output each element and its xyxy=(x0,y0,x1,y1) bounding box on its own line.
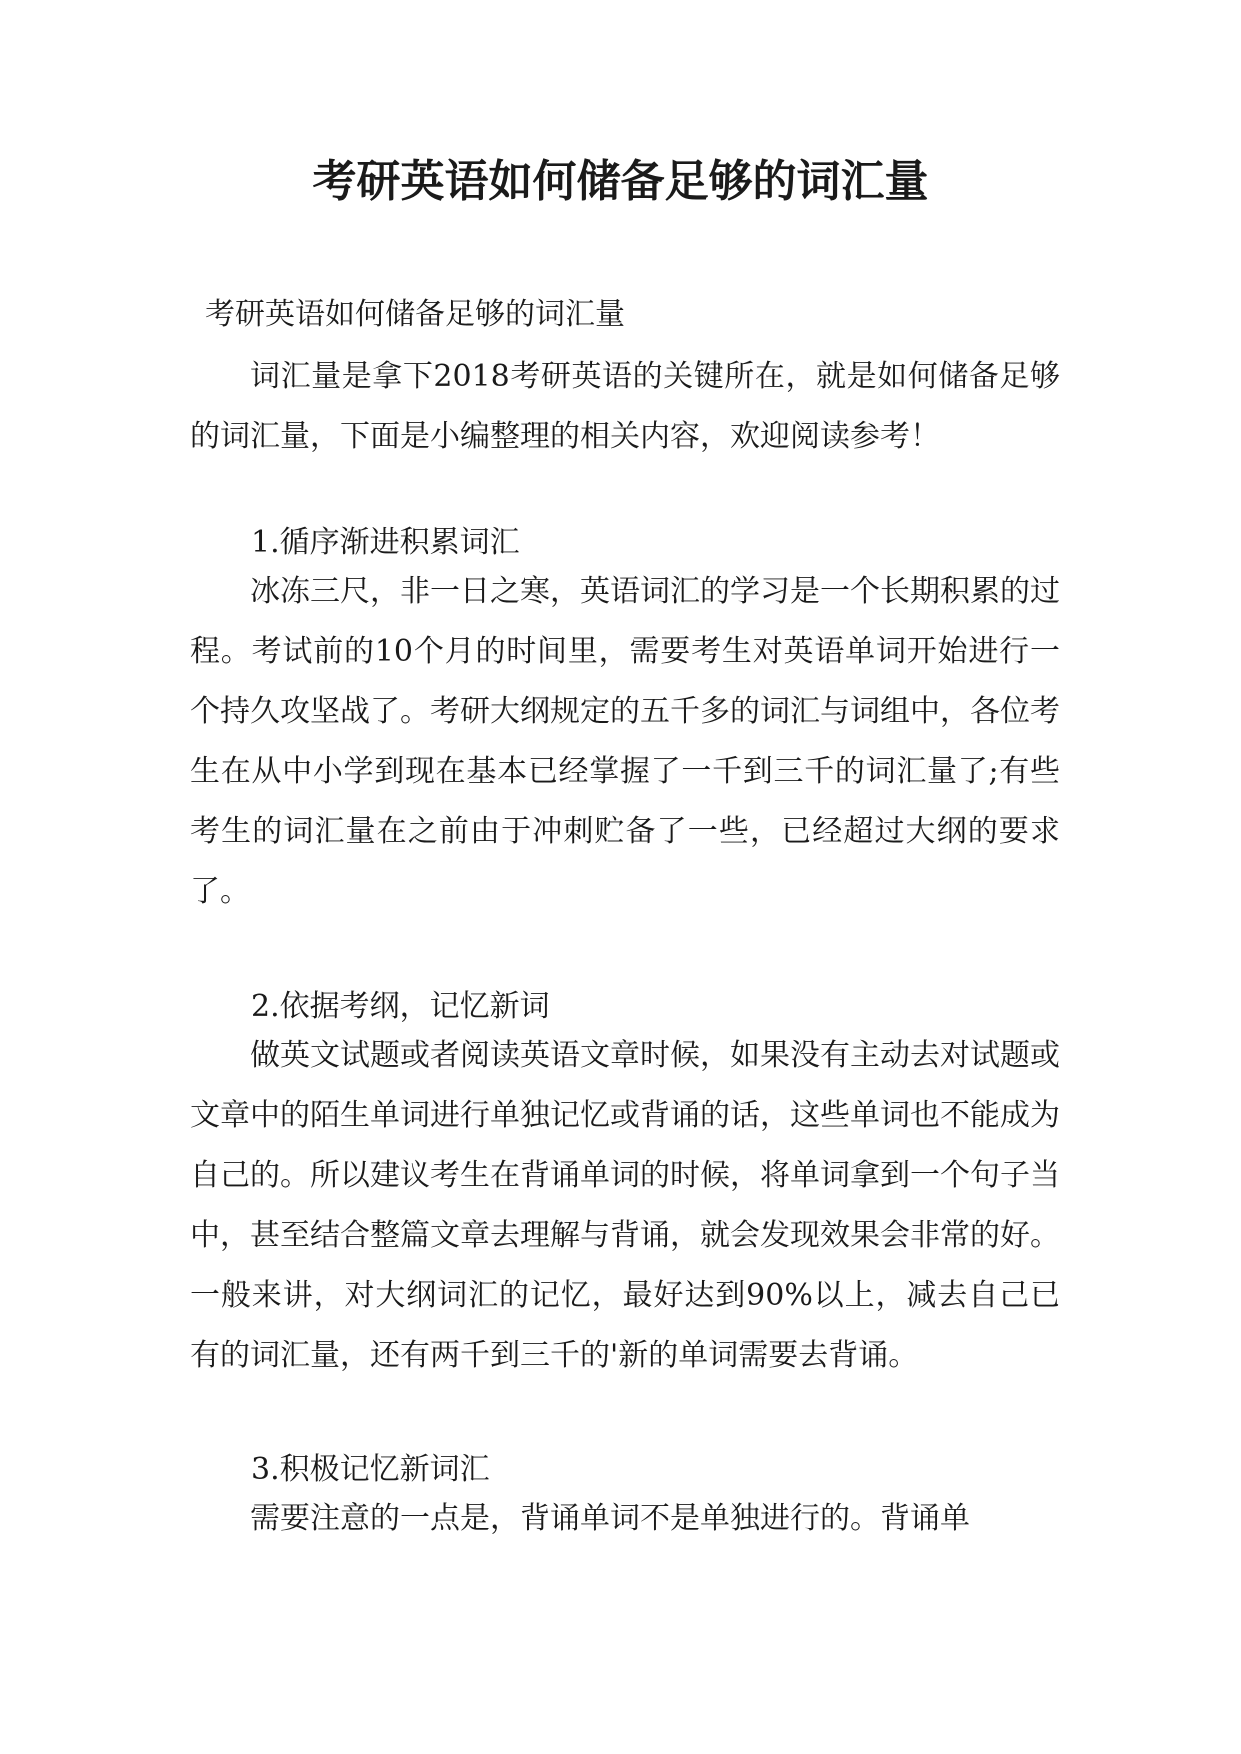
document-title: 考研英语如何储备足够的词汇量 xyxy=(312,156,929,207)
intro-paragraph: 词汇量是拿下2018考研英语的关键所在，就是如何储备足够的词汇量，下面是小编整理的相关内容，欢迎阅读参考！ xyxy=(190,359,1060,454)
section-heading-1: 1.循序渐进积累词汇 xyxy=(251,525,520,560)
section-paragraph-2: 做英文试题或者阅读英语文章时候，如果没有主动去对试题或文章中的陌生单词进行单独记忆或背诵的话，这些单词也不能成为自己的。所以建议考生在背诵单词的时候，将单词拿到一个句子当中，甚至结合整篇文章去理解与背诵，就会发现效果会非常的好。一般来讲，对大纲词汇的记忆，最好达到90%以上，减去自己已有的词汇量，还有两千到三千的'新的单词需要去背诵。 xyxy=(190,1038,1060,1373)
section-paragraph-3: 需要注意的一点是，背诵单词不是单独进行的。背诵单 xyxy=(250,1501,970,1536)
section-heading-3: 3.积极记忆新词汇 xyxy=(251,1452,490,1487)
document-subtitle: 考研英语如何储备足够的词汇量 xyxy=(205,297,625,332)
section-paragraph-1: 冰冻三尺，非一日之寒，英语词汇的学习是一个长期积累的过程。考试前的10个月的时间里，需要考生对英语单词开始进行一个持久攻坚战了。考研大纲规定的五千多的词汇与词组中，各位考生在从中小学到现在基本已经掌握了一千到三千的词汇量了;有些考生的词汇量在之前由于冲刺贮备了一些，已经超过大纲的要求了。 xyxy=(190,574,1060,909)
section-heading-2: 2.依据考纲，记忆新词 xyxy=(251,989,550,1024)
